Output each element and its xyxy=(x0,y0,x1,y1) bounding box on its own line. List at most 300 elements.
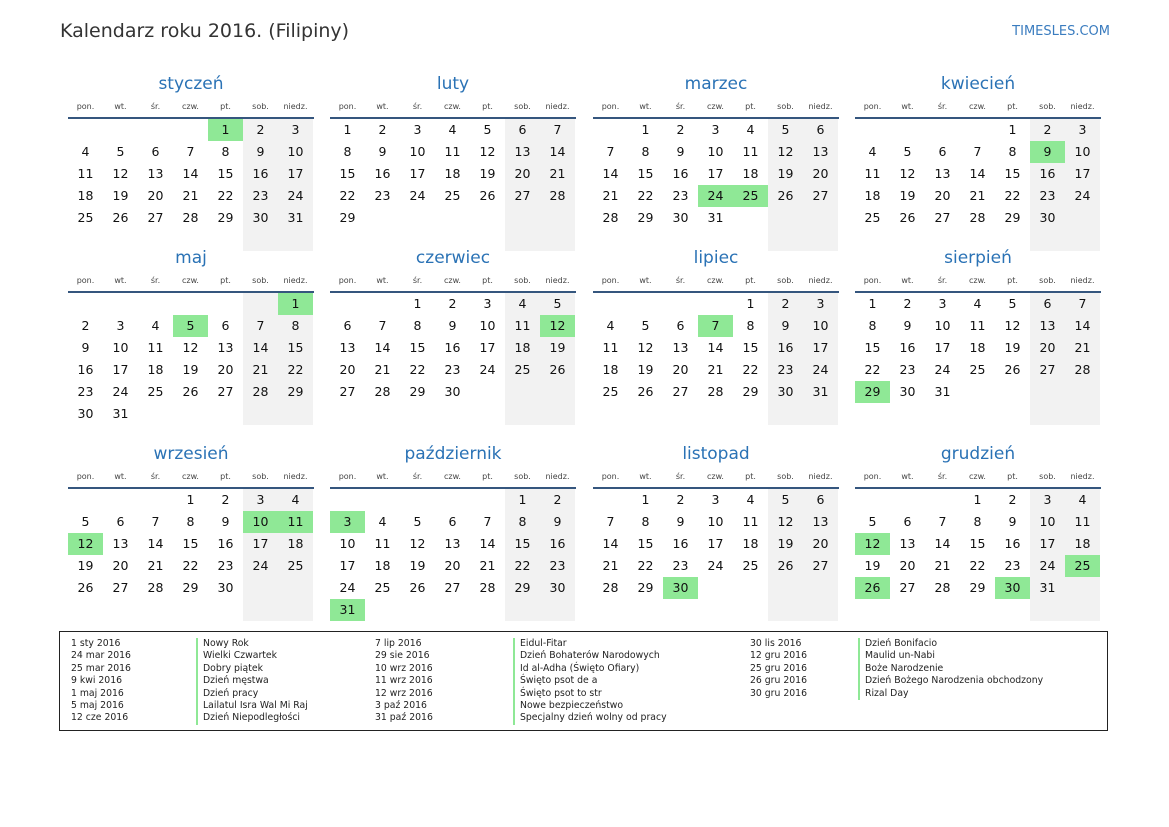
weekday-header xyxy=(330,276,576,288)
weekday-header xyxy=(68,472,314,484)
weekday-label: śr. xyxy=(150,472,161,481)
day-cell: 26 xyxy=(112,210,129,225)
day-cell: 6 xyxy=(903,514,912,529)
legend-date: 30 lis 2016 xyxy=(750,638,802,649)
day-cell: 1 xyxy=(413,296,422,311)
holiday-day-cell: 11 xyxy=(278,511,313,533)
month-name: kwiecień xyxy=(940,74,1016,94)
day-cell: 21 xyxy=(252,362,269,377)
day-cell: 4 xyxy=(291,492,300,507)
day-cell: 27 xyxy=(899,580,916,595)
legend-holiday-name: Dzień pracy xyxy=(203,687,259,699)
legend-holiday-name: Nowy Rok xyxy=(203,638,249,649)
day-cell: 12 xyxy=(409,536,426,551)
weekday-label: sob. xyxy=(514,472,531,481)
day-cell: 16 xyxy=(899,340,916,355)
day-cell: 19 xyxy=(112,188,129,203)
holiday-day-cell: 1 xyxy=(278,293,313,315)
weekday-label: śr. xyxy=(675,472,686,481)
day-cell: 26 xyxy=(1004,362,1021,377)
day-cell: 21 xyxy=(549,166,566,181)
day-cell: 29 xyxy=(339,210,356,225)
day-cell: 19 xyxy=(899,188,916,203)
day-cell: 2 xyxy=(1043,122,1052,137)
day-grid xyxy=(68,119,314,251)
day-cell: 18 xyxy=(444,166,461,181)
day-cell: 18 xyxy=(1074,536,1091,551)
day-cell: 20 xyxy=(147,188,164,203)
day-cell: 14 xyxy=(602,166,619,181)
day-cell: 27 xyxy=(934,210,951,225)
day-cell: 6 xyxy=(116,514,125,529)
day-cell: 9 xyxy=(81,340,90,355)
day-cell: 3 xyxy=(711,122,720,137)
day-cell: 13 xyxy=(899,536,916,551)
weekday-label: pt. xyxy=(482,102,493,111)
day-cell: 3 xyxy=(483,296,492,311)
day-cell: 11 xyxy=(514,318,531,333)
day-cell: 8 xyxy=(1008,144,1017,159)
day-cell: 24 xyxy=(252,558,269,573)
day-cell: 12 xyxy=(479,144,496,159)
day-cell: 3 xyxy=(938,296,947,311)
weekday-label: pt. xyxy=(482,472,493,481)
day-cell: 6 xyxy=(816,122,825,137)
day-cell: 31 xyxy=(707,210,724,225)
day-cell: 11 xyxy=(602,340,619,355)
day-cell: 30 xyxy=(77,406,94,421)
day-cell: 15 xyxy=(182,536,199,551)
day-cell: 9 xyxy=(676,514,685,529)
day-cell: 18 xyxy=(969,340,986,355)
day-cell: 16 xyxy=(374,166,391,181)
holiday-day-cell: 12 xyxy=(855,533,890,555)
weekday-label: pon. xyxy=(76,102,95,111)
holiday-day-cell: 25 xyxy=(1065,555,1100,577)
month-name: listopad xyxy=(682,444,750,464)
day-cell: 7 xyxy=(483,514,492,529)
month-name: maj xyxy=(175,248,207,268)
weekday-header xyxy=(593,472,839,484)
day-cell: 12 xyxy=(112,166,129,181)
weekday-label: pon. xyxy=(863,102,882,111)
day-grid xyxy=(855,119,1101,251)
day-cell: 25 xyxy=(969,362,986,377)
legend-date: 30 gru 2016 xyxy=(750,687,808,699)
day-cell: 25 xyxy=(374,580,391,595)
day-grid xyxy=(330,489,576,621)
day-cell: 18 xyxy=(147,362,164,377)
day-cell: 15 xyxy=(742,340,759,355)
day-cell: 4 xyxy=(973,296,982,311)
day-cell: 20 xyxy=(514,166,531,181)
day-cell: 20 xyxy=(339,362,356,377)
day-cell: 21 xyxy=(969,188,986,203)
weekday-label: pt. xyxy=(745,472,756,481)
day-cell: 3 xyxy=(116,318,125,333)
day-cell: 16 xyxy=(549,536,566,551)
day-cell: 11 xyxy=(444,144,461,159)
weekday-label: śr. xyxy=(412,472,423,481)
day-cell: 21 xyxy=(1074,340,1091,355)
weekday-label: pt. xyxy=(220,472,231,481)
day-cell: 28 xyxy=(934,580,951,595)
weekday-label: sob. xyxy=(777,276,794,285)
day-cell: 13 xyxy=(339,340,356,355)
day-cell: 6 xyxy=(938,144,947,159)
holiday-day-cell: 25 xyxy=(733,185,768,207)
day-cell: 8 xyxy=(343,144,352,159)
day-cell: 8 xyxy=(973,514,982,529)
legend-date: 3 paź 2016 xyxy=(375,699,427,711)
day-cell: 27 xyxy=(444,580,461,595)
day-cell: 29 xyxy=(514,580,531,595)
legend-holiday-name: Wielki Czwartek xyxy=(203,650,278,662)
weekday-label: sob. xyxy=(514,276,531,285)
day-cell: 31 xyxy=(112,406,129,421)
day-cell: 5 xyxy=(553,296,562,311)
day-cell: 28 xyxy=(374,384,391,399)
day-cell: 5 xyxy=(781,122,790,137)
day-cell: 3 xyxy=(413,122,422,137)
day-cell: 7 xyxy=(378,318,387,333)
day-cell: 20 xyxy=(899,558,916,573)
month-name: sierpień xyxy=(944,248,1012,268)
legend-holiday-name: Maulid un-Nabi xyxy=(865,650,935,662)
day-cell: 27 xyxy=(147,210,164,225)
day-cell: 14 xyxy=(479,536,496,551)
weekday-header xyxy=(855,472,1101,484)
day-cell: 10 xyxy=(287,144,304,159)
day-cell: 29 xyxy=(637,580,654,595)
day-cell: 20 xyxy=(812,536,829,551)
weekday-label: niedz. xyxy=(1070,102,1095,111)
day-cell: 2 xyxy=(378,122,387,137)
day-cell: 27 xyxy=(217,384,234,399)
day-cell: 26 xyxy=(409,580,426,595)
day-cell: 8 xyxy=(186,514,195,529)
day-cell: 20 xyxy=(217,362,234,377)
day-cell: 19 xyxy=(777,166,794,181)
legend-date: 7 lip 2016 xyxy=(375,638,422,649)
weekday-label: niedz. xyxy=(808,276,833,285)
day-cell: 20 xyxy=(1039,340,1056,355)
month-name: lipiec xyxy=(693,248,739,268)
day-cell: 7 xyxy=(553,122,562,137)
day-cell: 7 xyxy=(938,514,947,529)
day-cell: 24 xyxy=(812,362,829,377)
day-cell: 28 xyxy=(147,580,164,595)
weekday-header xyxy=(68,102,314,114)
weekday-label: sob. xyxy=(514,102,531,111)
day-cell: 30 xyxy=(672,210,689,225)
day-cell: 19 xyxy=(77,558,94,573)
day-cell: 29 xyxy=(182,580,199,595)
day-cell: 4 xyxy=(448,122,457,137)
day-cell: 10 xyxy=(707,144,724,159)
weekday-label: niedz. xyxy=(283,276,308,285)
day-cell: 19 xyxy=(549,340,566,355)
legend-holiday-name: Rizal Day xyxy=(865,687,909,699)
day-cell: 11 xyxy=(969,318,986,333)
day-cell: 2 xyxy=(781,296,790,311)
day-cell: 23 xyxy=(444,362,461,377)
day-cell: 17 xyxy=(707,536,724,551)
day-cell: 31 xyxy=(934,384,951,399)
weekday-label: pon. xyxy=(338,472,357,481)
day-cell: 18 xyxy=(742,536,759,551)
day-cell: 26 xyxy=(479,188,496,203)
day-cell: 13 xyxy=(1039,318,1056,333)
day-cell: 23 xyxy=(777,362,794,377)
day-cell: 21 xyxy=(374,362,391,377)
legend-date: 31 paź 2016 xyxy=(375,712,433,724)
month-name: czerwiec xyxy=(415,248,491,268)
day-cell: 17 xyxy=(409,166,426,181)
legend-holiday-name: Eidul-Fitar xyxy=(520,638,567,649)
day-cell: 18 xyxy=(287,536,304,551)
weekday-label: wt. xyxy=(114,102,127,111)
day-cell: 14 xyxy=(934,536,951,551)
day-cell: 11 xyxy=(864,166,881,181)
weekday-label: wt. xyxy=(376,472,389,481)
weekday-label: sob. xyxy=(252,102,269,111)
day-cell: 29 xyxy=(287,384,304,399)
day-cell: 12 xyxy=(899,166,916,181)
holiday-day-cell: 3 xyxy=(330,511,365,533)
holiday-day-cell: 1 xyxy=(208,119,243,141)
legend-holiday-name: Nowe bezpieczeństwo xyxy=(520,699,624,711)
legend-names-col-2 xyxy=(513,638,667,725)
legend-holiday-name: Dzień Niepodległości xyxy=(203,712,301,724)
weekday-label: wt. xyxy=(114,276,127,285)
day-cell: 19 xyxy=(409,558,426,573)
day-cell: 22 xyxy=(969,558,986,573)
day-cell: 22 xyxy=(217,188,234,203)
legend-holiday-name: Dzień Bożego Narodzenia obchodzony xyxy=(865,675,1044,687)
day-cell: 13 xyxy=(112,536,129,551)
day-cell: 15 xyxy=(217,166,234,181)
day-cell: 8 xyxy=(641,144,650,159)
weekday-label: czw. xyxy=(182,276,199,285)
weekday-label: pt. xyxy=(220,102,231,111)
page-title: Kalendarz roku 2016. (Filipiny) xyxy=(60,20,350,42)
day-cell: 14 xyxy=(374,340,391,355)
day-cell: 22 xyxy=(409,362,426,377)
day-cell: 18 xyxy=(514,340,531,355)
day-cell: 12 xyxy=(182,340,199,355)
legend-holiday-name: Boże Narodzenie xyxy=(865,662,944,674)
day-cell: 5 xyxy=(483,122,492,137)
weekday-label: pon. xyxy=(338,102,357,111)
day-cell: 23 xyxy=(1039,188,1056,203)
weekday-label: niedz. xyxy=(283,102,308,111)
day-cell: 23 xyxy=(549,558,566,573)
weekday-header xyxy=(855,276,1101,288)
day-cell: 17 xyxy=(1039,536,1056,551)
day-cell: 25 xyxy=(602,384,619,399)
day-cell: 21 xyxy=(602,558,619,573)
holiday-day-cell: 30 xyxy=(663,577,698,599)
day-cell: 27 xyxy=(812,558,829,573)
legend-date: 29 sie 2016 xyxy=(375,650,430,662)
holiday-day-cell: 5 xyxy=(173,315,208,337)
day-cell: 22 xyxy=(637,558,654,573)
month-name: luty xyxy=(436,74,470,94)
day-cell: 9 xyxy=(781,318,790,333)
day-cell: 30 xyxy=(777,384,794,399)
day-cell: 1 xyxy=(868,296,877,311)
weekday-label: śr. xyxy=(937,102,948,111)
weekday-label: niedz. xyxy=(545,472,570,481)
day-cell: 13 xyxy=(147,166,164,181)
weekday-label: czw. xyxy=(969,102,986,111)
day-cell: 2 xyxy=(221,492,230,507)
day-cell: 21 xyxy=(147,558,164,573)
legend-holiday-name: Dzień męstwa xyxy=(203,675,269,687)
day-cell: 28 xyxy=(549,188,566,203)
legend-date: 25 gru 2016 xyxy=(750,662,808,674)
day-cell: 5 xyxy=(413,514,422,529)
day-cell: 19 xyxy=(1004,340,1021,355)
weekday-header xyxy=(330,102,576,114)
day-cell: 23 xyxy=(374,188,391,203)
day-cell: 5 xyxy=(1008,296,1017,311)
legend-date: 9 kwi 2016 xyxy=(71,675,123,687)
weekday-header xyxy=(855,102,1101,114)
day-cell: 28 xyxy=(182,210,199,225)
day-cell: 28 xyxy=(707,384,724,399)
legend-date: 12 gru 2016 xyxy=(750,650,808,662)
day-cell: 20 xyxy=(672,362,689,377)
day-cell: 26 xyxy=(182,384,199,399)
day-cell: 18 xyxy=(602,362,619,377)
day-cell: 13 xyxy=(514,144,531,159)
day-cell: 13 xyxy=(217,340,234,355)
day-cell: 29 xyxy=(1004,210,1021,225)
day-cell: 30 xyxy=(899,384,916,399)
day-cell: 8 xyxy=(746,318,755,333)
day-cell: 22 xyxy=(864,362,881,377)
weekday-label: czw. xyxy=(707,102,724,111)
day-cell: 25 xyxy=(147,384,164,399)
legend-names-col-1 xyxy=(196,638,308,725)
day-cell: 10 xyxy=(409,144,426,159)
day-cell: 31 xyxy=(287,210,304,225)
day-cell: 13 xyxy=(444,536,461,551)
day-cell: 17 xyxy=(479,340,496,355)
day-cell: 27 xyxy=(112,580,129,595)
weekday-label: niedz. xyxy=(1070,472,1095,481)
weekday-label: pt. xyxy=(745,102,756,111)
day-cell: 5 xyxy=(116,144,125,159)
holiday-day-cell: 24 xyxy=(698,185,733,207)
day-cell: 28 xyxy=(969,210,986,225)
weekday-label: wt. xyxy=(639,276,652,285)
day-cell: 21 xyxy=(479,558,496,573)
day-cell: 8 xyxy=(221,144,230,159)
day-cell: 12 xyxy=(777,514,794,529)
day-cell: 30 xyxy=(252,210,269,225)
day-cell: 23 xyxy=(672,188,689,203)
weekday-label: pon. xyxy=(76,472,95,481)
day-cell: 1 xyxy=(641,492,650,507)
day-grid xyxy=(330,293,576,425)
day-cell: 31 xyxy=(812,384,829,399)
day-cell: 4 xyxy=(868,144,877,159)
day-cell: 20 xyxy=(112,558,129,573)
day-cell: 6 xyxy=(676,318,685,333)
legend-holiday-name: Dobry piątek xyxy=(203,662,263,674)
day-cell: 23 xyxy=(77,384,94,399)
weekday-label: wt. xyxy=(901,102,914,111)
weekday-label: śr. xyxy=(150,102,161,111)
day-cell: 23 xyxy=(1004,558,1021,573)
day-cell: 28 xyxy=(1074,362,1091,377)
legend-date: 1 maj 2016 xyxy=(71,687,124,699)
holiday-day-cell: 12 xyxy=(68,533,103,555)
day-cell: 1 xyxy=(343,122,352,137)
day-grid xyxy=(855,293,1101,425)
day-cell: 13 xyxy=(812,144,829,159)
day-cell: 19 xyxy=(479,166,496,181)
holiday-day-cell: 12 xyxy=(540,315,575,337)
weekday-label: czw. xyxy=(182,102,199,111)
day-cell: 15 xyxy=(637,166,654,181)
holiday-day-cell: 31 xyxy=(330,599,365,621)
day-cell: 12 xyxy=(1004,318,1021,333)
day-cell: 1 xyxy=(973,492,982,507)
day-cell: 9 xyxy=(903,318,912,333)
day-cell: 10 xyxy=(812,318,829,333)
day-cell: 15 xyxy=(1004,166,1021,181)
day-cell: 10 xyxy=(339,536,356,551)
day-cell: 15 xyxy=(287,340,304,355)
day-cell: 11 xyxy=(742,514,759,529)
day-cell: 2 xyxy=(676,492,685,507)
day-cell: 14 xyxy=(182,166,199,181)
holiday-day-cell: 7 xyxy=(698,315,733,337)
weekday-label: pon. xyxy=(863,472,882,481)
day-cell: 9 xyxy=(378,144,387,159)
weekday-label: pon. xyxy=(863,276,882,285)
weekday-header xyxy=(68,276,314,288)
day-cell: 6 xyxy=(518,122,527,137)
weekday-label: pon. xyxy=(601,472,620,481)
day-cell: 29 xyxy=(637,210,654,225)
day-cell: 25 xyxy=(864,210,881,225)
day-cell: 1 xyxy=(641,122,650,137)
day-cell: 25 xyxy=(742,558,759,573)
day-cell: 24 xyxy=(479,362,496,377)
day-cell: 9 xyxy=(448,318,457,333)
day-cell: 22 xyxy=(339,188,356,203)
day-cell: 29 xyxy=(217,210,234,225)
day-cell: 2 xyxy=(903,296,912,311)
legend-date: 12 wrz 2016 xyxy=(375,687,433,699)
weekday-label: sob. xyxy=(1039,472,1056,481)
day-cell: 21 xyxy=(182,188,199,203)
brand-link[interactable]: TIMESLES.COM xyxy=(1012,24,1110,39)
day-cell: 8 xyxy=(868,318,877,333)
day-cell: 25 xyxy=(444,188,461,203)
day-cell: 10 xyxy=(112,340,129,355)
month-name: marzec xyxy=(684,74,748,94)
day-cell: 28 xyxy=(602,580,619,595)
weekday-label: śr. xyxy=(412,102,423,111)
day-cell: 29 xyxy=(969,580,986,595)
day-cell: 30 xyxy=(549,580,566,595)
